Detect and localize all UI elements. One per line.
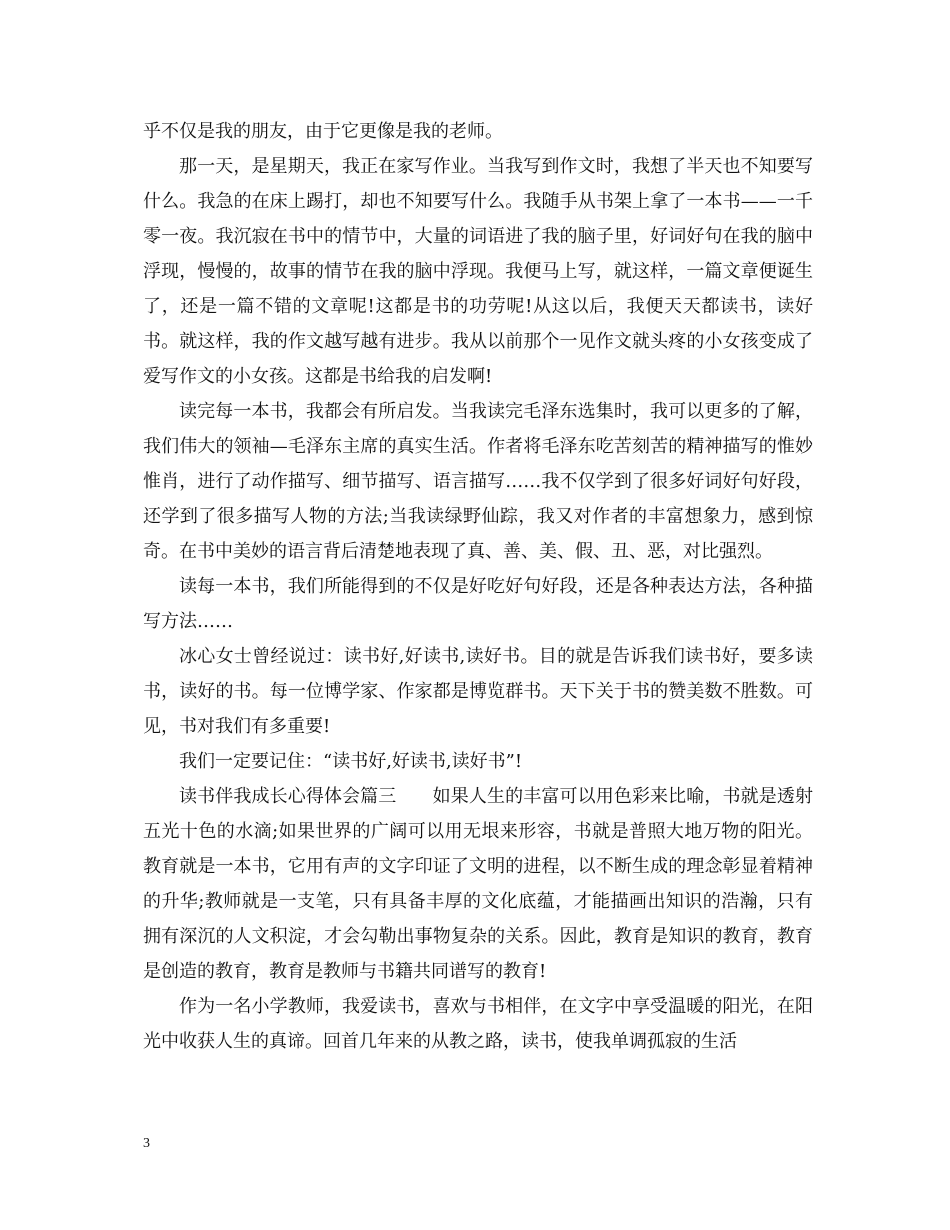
paragraph-1: 乎不仅是我的朋友，由于它更像是我的老师。 xyxy=(143,121,503,142)
paragraph-8: 作为一名小学教师，我爱读书，喜欢与书相伴，在文字中享受温暖的阳光，在阳光中收获人生的真谛。回首几年来的从教之路，读书，使我单调孤寂的生活 xyxy=(143,996,813,1052)
paragraph-3: 读完每一本书，我都会有所启发。当我读完毛泽东选集时，我可以更多的了解，我们伟大的领袖—毛泽东主席的真实生活。作者将毛泽东吃苦刻苦的精神描写的惟妙惟肖，进行了动作描写、细节描写、语言描写……我不仅学到了很多好词好句好段，还学到了很多描写人物的方法;当我读绿野仙踪，我又对作者的丰富想象力，感到惊奇。在书中美妙的语言背后清楚地表现了真、善、美、假、丑、恶，对比强烈。 xyxy=(143,401,813,562)
paragraph-4: 读每一本书，我们所能得到的不仅是好吃好句好段，还是各种表达方法，各种描写方法…… xyxy=(143,576,813,632)
page-number: 3 xyxy=(143,1136,150,1151)
paragraph-2: 那一天，是星期天，我正在家写作业。当我写到作文时，我想了半天也不知要写什么。我急的在床上踢打，却也不知要写什么。我随手从书架上拿了一本书——一千零一夜。我沉寂在书中的情节中，大量的词语进了我的脑子里，好词好句在我的脑中浮现，慢慢的，故事的情节在我的脑中浮现。我便马上写，就这样，一篇文章便诞生了，还是一篇不错的文章呢!这都是书的功劳呢!从这以后，我便天天都读书，读好书。就这样，我的作文越写越有进步。我从以前那个一见作文就头疼的小女孩变成了爱写作文的小女孩。这都是书给我的启发啊! xyxy=(143,156,813,387)
paragraph-6: 我们一定要记住：“读书好,好读书,读好书”! xyxy=(179,751,523,772)
paragraph-7: 读书伴我成长心得体会篇三 如果人生的丰富可以用色彩来比喻，书就是透射五光十色的水滴;如果世界的广阔可以用无垠来形容，书就是普照大地万物的阳光。教育就是一本书，它用有声的文字印证了文明的进程，以不断生成的理念彰显着精神的升华;教师就是一支笔，只有具备丰厚的文化底蕴，才能描画出知识的浩瀚，只有拥有深沉的人文积淀，才会勾勒出事物复杂的关系。因此，教育是知识的教育，教育是创造的教育，教育是教师与书籍共同谱写的教育! xyxy=(143,786,813,982)
paragraph-5: 冰心女士曾经说过：读书好,好读书,读好书。目的就是告诉我们读书好，要多读书，读好的书。每一位博学家、作家都是博览群书。天下关于书的赞美数不胜数。可见，书对我们有多重要! xyxy=(143,646,813,737)
document-body xyxy=(143,114,813,1059)
